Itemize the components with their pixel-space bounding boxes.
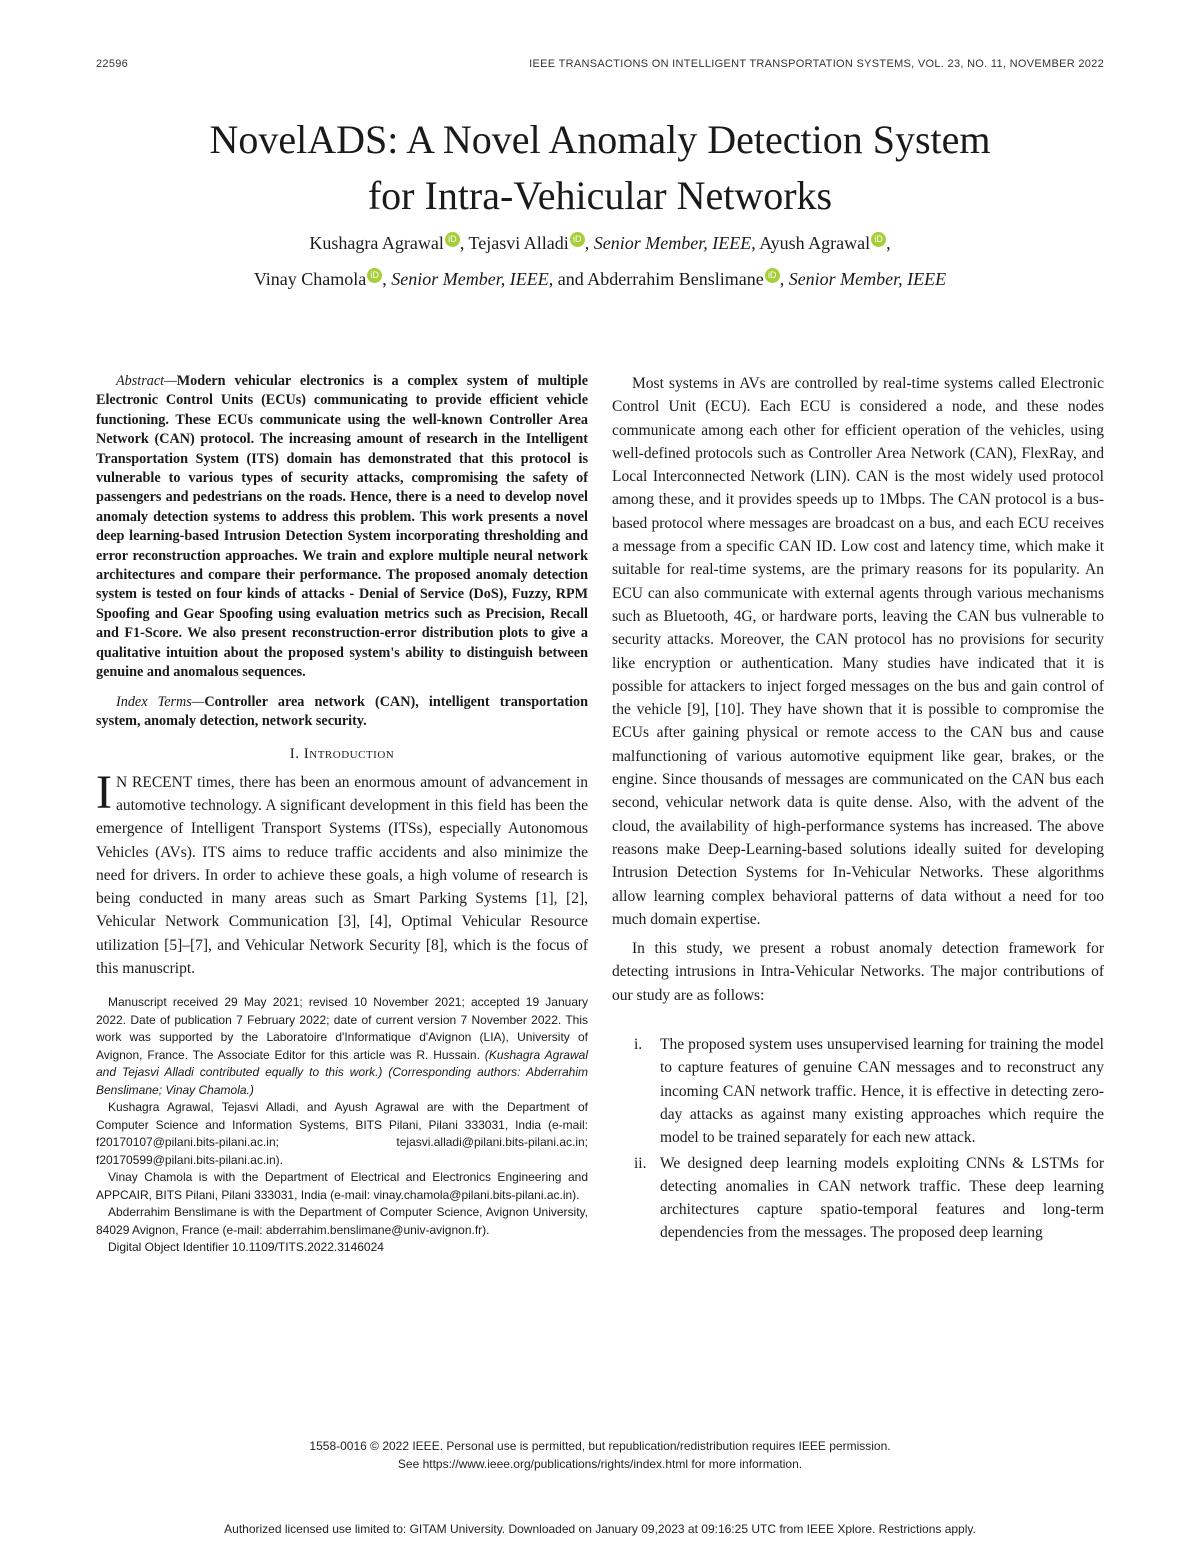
author-role: Senior Member, IEEE [593,233,752,253]
author-name: Ayush Agrawal [759,233,871,253]
orcid-icon[interactable]: iD [570,232,585,247]
list-item-number: i. [634,1036,643,1054]
footnotes [96,994,588,1257]
footnote-manuscript [96,994,588,1099]
orcid-icon[interactable]: iD [871,232,886,247]
list-item [612,1033,1104,1149]
contributions-list [612,1033,1104,1245]
list-item [612,1152,1104,1245]
author-name: Abderrahim Benslimane [587,269,764,289]
journal-header: IEEE TRANSACTIONS ON INTELLIGENT TRANSPORTATION SYSTEMS, VOL. 23, NO. 11, NOVEMBER 2022 [529,58,1104,70]
orcid-icon[interactable]: iD [367,268,382,283]
footnote-affiliation-1: Kushagra Agrawal, Tejasvi Alladi, and Ayush Agrawal are with the Department of Computer Science and Information Systems, BITS Pilani, Pilani 333031, India (e-mail: f20170107@pilani.bits-pilani.ac.in; tejasvi.alladi@pilani.bits-pilani.ac.in; f20170599@pilani.bits-pilani.ac.in). [96,1100,588,1167]
index-terms-text: Controller area network (CAN), intelligent transportation system, anomaly detection, network security. [96,693,588,729]
author-conjunction: and [557,269,584,289]
index-terms-label: Index Terms— [116,693,205,710]
author-role: Senior Member, IEEE [788,269,947,289]
footnote-affiliation-3: Abderrahim Benslimane is with the Department of Computer Science, Avignon University, 84029 Avignon, France (e-mail: abderrahim.benslimane@univ-avignon.fr). [96,1205,588,1237]
list-item-text: We designed deep learning models exploiting CNNs & LSTMs for detecting anomalies in CAN network traffic. These deep learning architectures capture spatio-temporal features and long-term dependencies from the messages. The proposed deep learning [660,1154,1104,1242]
abstract-label: Abstract— [116,373,177,389]
doi: Digital Object Identifier 10.1109/TITS.2022.3146024 [108,1240,384,1255]
title-line-2: for Intra-Vehicular Networks [367,173,833,218]
page-number: 22596 [96,58,129,70]
intro-paragraph [96,765,588,981]
copyright-line-1: 1558-0016 © 2022 IEEE. Personal use is permitted, but republication/redistribution requires IEEE permission. [309,1439,891,1453]
body-paragraph: In this study, we present a robust anomaly detection framework for detecting intrusions in Intra-Vehicular Networks. The major contributions of our study are as follows: [612,940,1104,1004]
author-name: Vinay Chamola [253,269,367,289]
author-name: Tejasvi Alladi [468,233,569,253]
section-heading: I. Introduction [289,746,395,763]
right-column [612,372,1104,1247]
author-line-2: Vinay Chamola iD , Senior Member, IEEE, and Abderrahim Benslimane iD , Senior Member, IEEE [253,269,947,289]
list-item-text: The proposed system uses unsupervised learning for training the model to capture features of genuine CAN messages and to reconstruct any incoming CAN network traffic. Hence, it is effective in detecting zero-day attacks as against many existing approaches which require the model to be trained separately for each new attack. [660,1036,1104,1147]
orcid-icon[interactable]: iD [445,232,460,247]
list-item-number: ii. [634,1154,647,1172]
footnote-corresponding: (Kushagra Agrawal and Tejasvi Alladi contributed equally to this work.) (Corresponding authors: Abderrahim Benslimane; Vinay Chamola.) [96,1047,588,1097]
abstract [96,372,588,683]
body-paragraph: Most systems in AVs are controlled by real-time systems called Electronic Control Unit (ECU). Each ECU is considered a node, and these nodes communicate among each other for efficient operation of the vehicles, using well-defined protocols such as Controller Area Network (CAN), FlexRay, and Local Interconnected Network (LIN). CAN is the most widely used protocol among these, and it provides speeds up to 1Mbps. The CAN protocol is a bus-based protocol where messages are broadcast on a bus, and each ECU receives a message from a specific CAN ID. Low cost and latency time, which make it suitable for real-time systems, are the primary reasons for its popularity. An ECU can also communicate with external agents through various mechanisms such as Bluetooth, 4G, or hardware ports, leaving the CAN bus vulnerable to security attacks. Moreover, the CAN protocol has no provisions for security like encryption or authentication. Many studies have indicated that it is possible for attackers to inject forged messages on the bus and gain control of the vehicle [9], [10]. They have shown that it is possible to compromise the ECUs after gaining physical or remote access to the CAN bus and cause malfunctioning of various automotive equipment like gear, brakes, or the engine. Since thousands of messages are communicated on the CAN bus each second, vehicular network data is quite dense. Also, with the advent of the cloud, the availability of high-performance systems has increased. The above reasons make Deep-Learning-based solutions ideally suited for developing Intrusion Detection Systems for In-Vehicular Networks. These algorithms allow learning complex behavioral patterns of data without a need for too much domain expertise. [612,375,1104,928]
abstract-text: Modern vehicular electronics is a complex system of multiple Electronic Control Units (ECUs) communicating to provide efficient vehicle functioning. These ECUs communicate using the well-known Controller Area Network (CAN) protocol. The increasing amount of research in the Intelligent Transportation System (ITS) domain has demonstrated that this protocol is vulnerable to various types of security attacks, compromising the safety of passengers and pedestrians on the roads. Hence, there is a need to develop novel anomaly detection systems to address this problem. This work presents a novel deep learning-based Intrusion Detection System incorporating thresholding and error reconstruction approaches. We train and explore multiple neural network architectures and compare their performance. The proposed anomaly detection system is tested on four kinds of attacks - Denial of Service (DoS), Fuzzy, RPM Spoofing and Gear Spoofing using evaluation metrics such as Precision, Recall and F1-Score. We also present reconstruction-error distribution plots to give a qualitative intuition about the proposed system's ability to distinguish between genuine and anomalous sequences. [96,373,588,681]
title-line-1: NovelADS: A Novel Anomaly Detection System [209,117,991,162]
footnote-affiliation-2: Vinay Chamola is with the Department of Electrical and Electronics Engineering and APPCAIR, BITS Pilani, Pilani 333031, India (e-mail: vinay.chamola@pilani.bits-pilani.ac.in). [96,1170,588,1202]
author-list [0,225,1200,297]
drop-cap: I [96,765,112,819]
index-terms [96,693,588,732]
intro-text: times, there has been an enormous amount of advancement in automotive technology. A significant development in this field has been the emergence of Intelligent Transport Systems (ITSs), especially Autonomous Vehicles (AVs). ITS aims to reduce traffic accidents and also minimize the need for drivers. In order to achieve these goals, a high volume of research is being conducted in many areas such as Smart Parking Systems [1], [2], Vehicular Network Communication [3], [4], Optimal Vehicular Resource utilization [5]–[7], and Vehicular Network Security [8], which is the focus of this manuscript. [96,773,588,977]
copyright-line-2: See https://www.ieee.org/publications/rights/index.html for more information. [397,1457,803,1471]
intro-lead: N RECENT [115,773,193,791]
author-name: Kushagra Agrawal [309,233,444,253]
paper-title [0,112,1200,224]
orcid-icon[interactable]: iD [765,268,780,283]
author-role: Senior Member, IEEE [391,269,549,289]
left-column [96,372,588,1257]
license-notice: Authorized licensed use limited to: GITAM University. Downloaded on January 09,2023 at 09:16:25 UTC from IEEE Xplore. Restrictions apply. [224,1522,976,1536]
footnote-manuscript-text: Manuscript received 29 May 2021; revised 10 November 2021; accepted 19 January 2022. Date of publication 7 February 2022; date of current version 7 November 2022. This work was supported by the Laboratoire d'Informatique d'Avignon (LIA), University of Avignon, France. The Associate Editor for this article was R. Hussain. [96,995,588,1062]
copyright-notice [0,1437,1200,1473]
author-line-1: Kushagra Agrawal iD , Tejasvi Alladi iD , Senior Member, IEEE, Ayush Agrawal iD , [309,233,891,253]
